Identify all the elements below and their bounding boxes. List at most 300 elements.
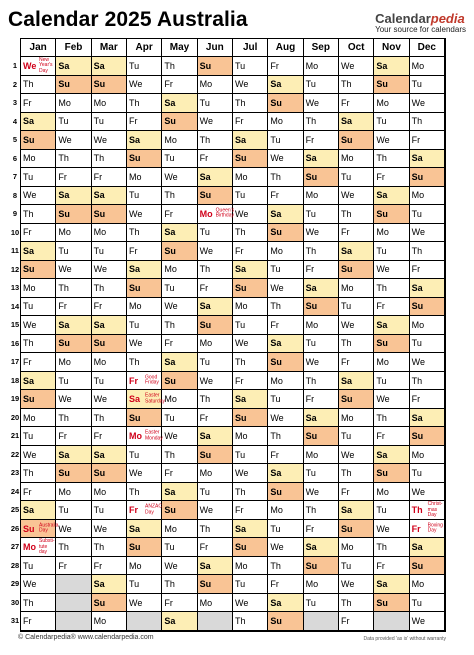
- day-cell: [233, 538, 268, 557]
- day-cell: [92, 76, 127, 95]
- weekday-label: We: [341, 319, 355, 330]
- weekday-label: Tu: [270, 523, 281, 534]
- day-cell: [268, 464, 303, 483]
- day-cell: [374, 261, 409, 280]
- day-cell: [304, 150, 339, 169]
- day-cell: [339, 538, 374, 557]
- weekday-label: Th: [341, 338, 352, 349]
- day-cell: [304, 483, 339, 502]
- day-cell: [268, 94, 303, 113]
- weekday-label: Mo: [376, 357, 389, 367]
- day-cell: [268, 150, 303, 169]
- day-cell: [127, 242, 162, 261]
- weekday-label: Mo: [164, 523, 177, 534]
- day-cell: [92, 335, 127, 354]
- weekday-label: Sa: [305, 412, 317, 423]
- weekday-label: Mo: [235, 301, 248, 312]
- day-number: 5: [12, 135, 18, 145]
- weekday-label: Fr: [199, 282, 209, 293]
- day-cell: [162, 612, 197, 631]
- day-cell: [410, 575, 445, 594]
- weekday-label: Tu: [23, 431, 34, 442]
- day-cell: [268, 446, 303, 465]
- weekday-label: Tu: [305, 468, 316, 479]
- day-cell: [92, 612, 127, 631]
- holiday-cell: [127, 390, 166, 409]
- day-cell: [198, 594, 233, 613]
- day-cell: [339, 446, 374, 465]
- weekday-label: Fr: [235, 375, 244, 386]
- day-cell: [162, 390, 197, 409]
- day-cell: [56, 446, 91, 465]
- weekday-label: Su: [376, 597, 388, 608]
- day-cell: [198, 150, 233, 169]
- weekday-label: Tu: [411, 79, 422, 90]
- weekday-label: Su: [129, 542, 141, 553]
- weekday-label: We: [270, 542, 284, 553]
- holiday-name: Australia Day: [39, 522, 59, 534]
- day-cell: [339, 261, 374, 280]
- weekday-label: Tu: [341, 301, 352, 312]
- day-cell: [304, 427, 339, 446]
- day-cell: [374, 316, 409, 335]
- weekday-label: We: [129, 208, 143, 219]
- day-cell: [162, 594, 197, 613]
- day-cell: [21, 390, 56, 409]
- day-cell: [410, 298, 445, 317]
- day-cell: [162, 520, 197, 539]
- weekday-label: We: [305, 486, 319, 497]
- weekday-label: Tu: [23, 301, 34, 312]
- day-cell: [268, 242, 303, 261]
- holiday-name: New Year's Day: [39, 56, 53, 74]
- day-cell: [127, 464, 162, 483]
- weekday-label: Fr: [58, 301, 67, 312]
- day-number: 20: [10, 412, 20, 422]
- weekday-label: Tu: [235, 319, 246, 330]
- weekday-label: Su: [270, 97, 282, 108]
- weekday-label: Sa: [23, 245, 35, 256]
- brand-logo[interactable]: [375, 11, 466, 34]
- day-cell: [21, 335, 56, 354]
- day-cell: [410, 316, 445, 335]
- weekday-label: Mo: [270, 116, 283, 127]
- day-cell: [127, 335, 162, 354]
- holiday-cell: [410, 520, 445, 539]
- weekday-label: Tu: [129, 449, 140, 460]
- weekday-label: Sa: [58, 319, 70, 330]
- day-cell: [198, 76, 233, 95]
- day-cell: [233, 390, 268, 409]
- day-cell: [127, 538, 162, 557]
- weekday-label: Sa: [199, 171, 211, 182]
- day-cell: [304, 446, 339, 465]
- weekday-label: Sa: [58, 190, 70, 201]
- day-cell: [56, 187, 91, 206]
- day-cell: [198, 94, 233, 113]
- weekday-label: We: [411, 357, 425, 367]
- weekday-label: Mo: [164, 264, 177, 275]
- day-cell: [304, 316, 339, 335]
- weekday-label: Sa: [199, 560, 211, 571]
- day-cell: [162, 76, 197, 95]
- weekday-label: Fr: [235, 116, 244, 127]
- day-cell: [410, 224, 445, 243]
- weekday-label: Sa: [93, 190, 105, 201]
- weekday-label: Th: [376, 542, 387, 553]
- weekday-label: Mo: [23, 153, 36, 164]
- day-cell: [374, 57, 409, 76]
- weekday-label: Su: [164, 375, 176, 386]
- weekday-label: Th: [58, 153, 69, 164]
- day-cell: [92, 557, 127, 576]
- day-cell: [410, 187, 445, 206]
- day-cell: [410, 390, 445, 409]
- day-cell: [162, 464, 197, 483]
- day-cell: [268, 261, 303, 280]
- weekday-label: We: [164, 301, 178, 312]
- day-cell: [233, 205, 268, 224]
- day-cell: [92, 131, 127, 150]
- weekday-label: Th: [199, 394, 211, 405]
- weekday-label: Fr: [164, 208, 173, 219]
- weekday-label: Sa: [129, 523, 141, 534]
- day-cell: [374, 94, 409, 113]
- day-cell: [162, 409, 197, 428]
- weekday-label: Th: [164, 319, 175, 330]
- weekday-label: Su: [270, 486, 282, 497]
- weekday-label: Sa: [235, 264, 247, 275]
- day-cell: [92, 205, 127, 224]
- weekday-label: We: [341, 579, 355, 590]
- weekday-label: Su: [305, 431, 318, 442]
- weekday-label: Su: [164, 245, 176, 256]
- day-cell: [233, 575, 268, 594]
- day-cell: [410, 242, 445, 261]
- weekday-label: Su: [93, 79, 106, 90]
- day-number: 14: [10, 301, 20, 311]
- day-cell: [92, 372, 127, 391]
- day-cell: [374, 520, 409, 539]
- day-number: 6: [12, 153, 18, 163]
- footer-disclaimer: Data provided 'as is' without warranty: [363, 636, 446, 642]
- weekday-label: Su: [129, 282, 141, 293]
- day-cell: [410, 113, 445, 132]
- day-cell: [374, 168, 409, 187]
- day-cell: [410, 612, 445, 631]
- day-cell: [304, 538, 339, 557]
- weekday-label: Fr: [93, 431, 103, 442]
- weekday-label: Th: [58, 282, 69, 293]
- day-cell: [374, 76, 409, 95]
- weekday-label: Fr: [376, 301, 385, 312]
- weekday-label: Tu: [58, 505, 69, 516]
- day-cell: [268, 520, 303, 539]
- day-cell: [339, 205, 374, 224]
- weekday-label: Tu: [129, 579, 140, 590]
- holiday-name: Queen's Birthday: [215, 207, 235, 219]
- day-cell: [21, 224, 56, 243]
- weekday-label: We: [129, 597, 143, 608]
- weekday-label: Th: [129, 97, 140, 108]
- weekday-label: Su: [341, 523, 353, 534]
- weekday-label: Th: [93, 153, 105, 164]
- day-cell: [198, 261, 233, 280]
- day-cell: [304, 335, 339, 354]
- weekday-label: Mo: [270, 375, 283, 386]
- day-cell: [21, 242, 56, 261]
- day-cell: [198, 520, 233, 539]
- weekday-label: Mo: [129, 171, 142, 182]
- day-cell: [162, 372, 197, 391]
- weekday-label: Fr: [129, 116, 138, 127]
- weekday-label: Su: [235, 153, 247, 164]
- weekday-label: Sa: [23, 375, 35, 386]
- weekday-label: Su: [270, 357, 282, 367]
- weekday-label: Fr: [411, 134, 421, 145]
- day-cell: [304, 94, 339, 113]
- weekday-label: Th: [376, 153, 387, 164]
- day-cell: [56, 427, 91, 446]
- weekday-label: Mo: [305, 449, 319, 460]
- weekday-label: Mo: [23, 282, 36, 293]
- day-cell: [162, 538, 197, 557]
- day-cell: [268, 205, 303, 224]
- day-cell: [127, 261, 162, 280]
- weekday-label: We: [270, 412, 284, 423]
- day-cell: [374, 427, 409, 446]
- day-number: 27: [10, 542, 20, 552]
- day-cell: [374, 187, 409, 206]
- weekday-label: Th: [341, 468, 352, 479]
- day-cell: [127, 187, 162, 206]
- weekday-label: Su: [23, 264, 35, 275]
- weekday-label: Tu: [58, 375, 69, 386]
- weekday-label: Th: [270, 431, 281, 442]
- weekday-label: Mo: [23, 412, 36, 423]
- weekday-label: Tu: [129, 60, 140, 71]
- weekday-label: Tu: [164, 542, 175, 553]
- weekday-label: Su: [129, 412, 141, 423]
- day-cell: [198, 483, 233, 502]
- day-cell: [410, 261, 445, 280]
- month-header-oct: Oct: [339, 39, 374, 57]
- weekday-label: Mo: [199, 338, 213, 349]
- weekday-label: Th: [305, 375, 317, 386]
- day-cell: [233, 335, 268, 354]
- weekday-label: Tu: [199, 227, 210, 238]
- day-cell: [127, 483, 162, 502]
- weekday-label: Sa: [199, 301, 211, 312]
- weekday-label: We: [235, 79, 249, 90]
- day-cell: [198, 575, 233, 594]
- day-cell: [198, 409, 233, 428]
- day-cell: [304, 575, 339, 594]
- day-cell: [268, 390, 303, 409]
- weekday-label: Su: [341, 394, 353, 405]
- day-cell: [56, 261, 91, 280]
- weekday-label: Th: [164, 579, 175, 590]
- holiday-name: ANZAC Day: [145, 503, 162, 516]
- day-cell: [21, 76, 56, 95]
- weekday-label: Mo: [129, 560, 142, 571]
- day-cell: [127, 94, 162, 113]
- weekday-label: Th: [305, 505, 317, 516]
- day-cell: [374, 150, 409, 169]
- weekday-label: Su: [93, 597, 106, 608]
- weekday-label: We: [93, 523, 107, 534]
- weekday-label: Sa: [411, 153, 423, 164]
- day-cell: [92, 298, 127, 317]
- day-cell: [339, 279, 374, 298]
- day-cell: [56, 242, 91, 261]
- weekday-label: Sa: [305, 153, 317, 164]
- weekday-label: Th: [58, 412, 69, 423]
- day-cell: [339, 409, 374, 428]
- day-number: 23: [10, 468, 20, 478]
- day-cell: [56, 168, 91, 187]
- weekday-label: Su: [270, 227, 282, 238]
- weekday-label: Sa: [164, 616, 176, 627]
- holiday-cell: [127, 427, 162, 446]
- weekday-label: Sa: [129, 264, 141, 275]
- day-cell: [339, 575, 374, 594]
- weekday-label: Su: [199, 319, 212, 330]
- day-number: 10: [10, 227, 20, 237]
- weekday-label: Th: [341, 597, 352, 608]
- day-cell: [374, 594, 409, 613]
- day-cell: [198, 279, 233, 298]
- weekday-label: We: [376, 523, 390, 534]
- weekday-label: Su: [129, 153, 141, 164]
- day-cell: [304, 187, 339, 206]
- day-cell: [127, 279, 162, 298]
- weekday-label: We: [23, 60, 37, 71]
- day-cell: [56, 538, 91, 557]
- weekday-label: Sa: [270, 597, 282, 608]
- day-cell: [339, 113, 374, 132]
- weekday-label: Fr: [270, 190, 279, 201]
- day-cell: [21, 575, 56, 594]
- day-cell: [127, 76, 162, 95]
- weekday-label: Fr: [58, 431, 67, 442]
- day-cell: [339, 372, 374, 391]
- weekday-label: Fr: [341, 227, 350, 238]
- day-cell: [374, 242, 409, 261]
- weekday-label: Sa: [164, 486, 176, 497]
- weekday-label: Tu: [235, 190, 246, 201]
- weekday-label: Mo: [341, 153, 354, 164]
- weekday-label: Fr: [376, 560, 385, 571]
- day-cell: [56, 224, 91, 243]
- day-cell: [162, 205, 197, 224]
- day-cell: [21, 113, 56, 132]
- weekday-label: Sa: [93, 60, 105, 71]
- day-cell: [162, 316, 197, 335]
- day-cell: [198, 298, 233, 317]
- weekday-label: Mo: [235, 560, 248, 571]
- weekday-label: Mo: [199, 468, 213, 479]
- day-cell: [410, 168, 445, 187]
- weekday-label: Sa: [199, 431, 211, 442]
- weekday-label: We: [235, 468, 249, 479]
- weekday-label: Mo: [270, 505, 283, 516]
- weekday-label: Th: [270, 560, 281, 571]
- weekday-label: Mo: [93, 97, 107, 108]
- weekday-label: Sa: [235, 134, 247, 145]
- weekday-label: Sa: [376, 319, 388, 330]
- weekday-label: Tu: [376, 505, 387, 516]
- weekday-label: Sa: [305, 542, 317, 553]
- day-cell: [127, 57, 162, 76]
- day-cell: [304, 594, 339, 613]
- day-cell: [339, 594, 374, 613]
- day-cell: [268, 316, 303, 335]
- day-cell: [374, 353, 409, 372]
- day-cell: [92, 427, 127, 446]
- day-number: 31: [10, 616, 20, 626]
- weekday-label: Tu: [235, 60, 246, 71]
- day-cell: [56, 205, 91, 224]
- weekday-label: Tu: [58, 116, 69, 127]
- day-cell: [339, 483, 374, 502]
- month-header-sep: Sep: [304, 39, 339, 57]
- day-cell: [304, 520, 339, 539]
- weekday-label: Mo: [58, 227, 71, 238]
- day-cell: [304, 205, 339, 224]
- day-cell: [233, 353, 268, 372]
- weekday-label: Su: [58, 338, 70, 349]
- weekday-label: Tu: [23, 171, 34, 182]
- weekday-label: Tu: [129, 190, 140, 201]
- day-cell: [162, 483, 197, 502]
- day-cell: [92, 446, 127, 465]
- weekday-label: Fr: [23, 486, 32, 497]
- weekday-label: Tu: [199, 97, 210, 108]
- day-cell: [198, 353, 233, 372]
- weekday-label: We: [129, 468, 143, 479]
- day-number: 8: [12, 190, 18, 200]
- day-cell: [339, 131, 374, 150]
- weekday-label: Th: [199, 134, 211, 145]
- weekday-label: Sa: [376, 449, 388, 460]
- weekday-label: Th: [411, 245, 423, 256]
- day-cell: [339, 464, 374, 483]
- day-number: 21: [10, 431, 20, 441]
- day-cell: [233, 150, 268, 169]
- weekday-label: Th: [270, 301, 281, 312]
- weekday-label: We: [235, 597, 249, 608]
- day-cell: [304, 353, 339, 372]
- day-cell: [410, 76, 445, 95]
- day-number: 19: [10, 394, 20, 404]
- weekday-label: Sa: [129, 134, 141, 145]
- weekday-label: We: [341, 449, 355, 460]
- day-cell: [268, 575, 303, 594]
- weekday-label: Th: [235, 616, 246, 627]
- day-cell: [21, 501, 56, 520]
- empty-day-cell: [198, 612, 233, 631]
- weekday-label: Fr: [23, 616, 32, 627]
- weekday-label: Fr: [164, 79, 173, 90]
- day-cell: [410, 131, 445, 150]
- day-cell: [198, 57, 233, 76]
- weekday-label: Th: [411, 375, 423, 386]
- day-cell: [198, 335, 233, 354]
- day-cell: [268, 612, 303, 631]
- weekday-label: Fr: [270, 319, 279, 330]
- weekday-label: Mo: [411, 190, 425, 201]
